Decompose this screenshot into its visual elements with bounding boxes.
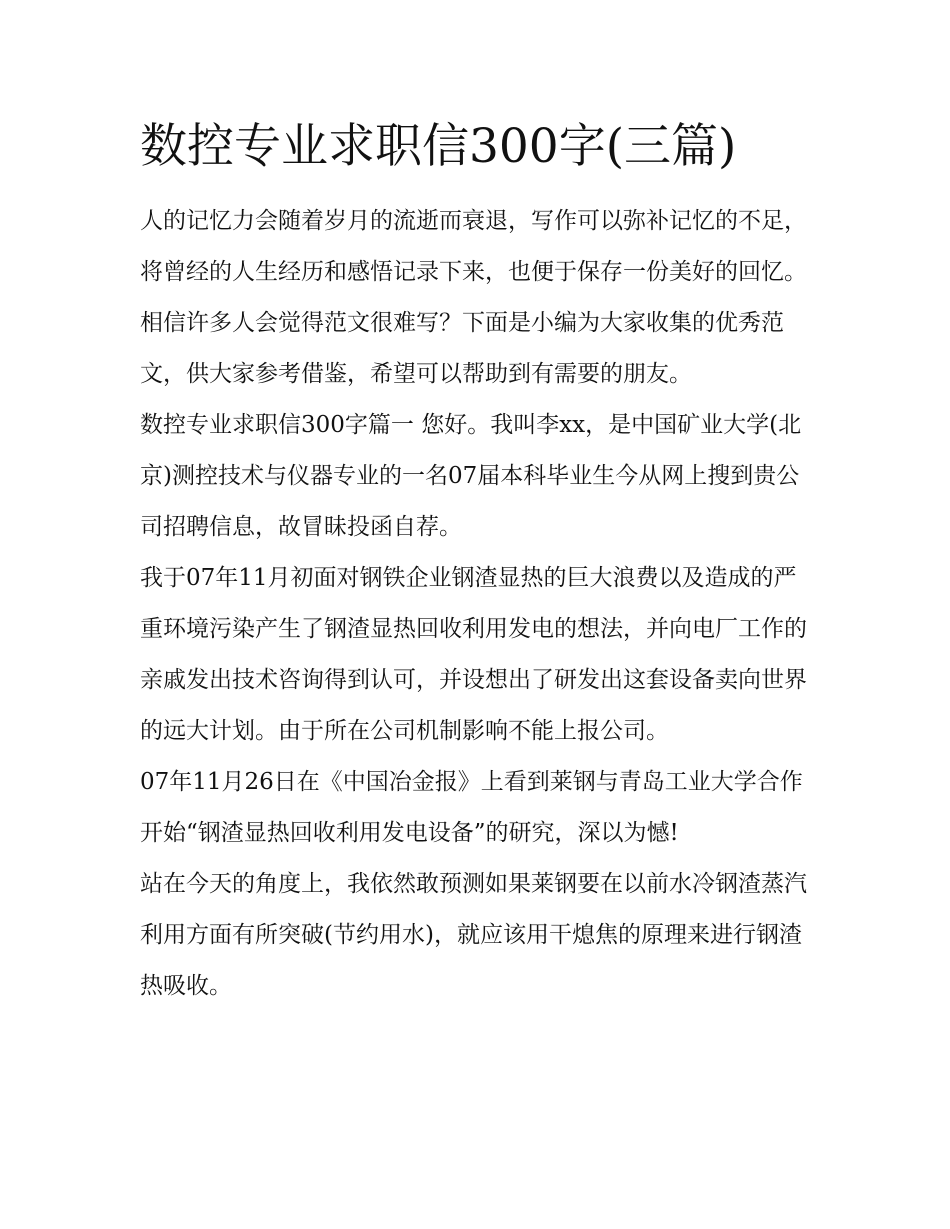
- paragraph-letter-opening: 数控专业求职信300字篇一 您好。我叫李xx，是中国矿业大学(北京)测控技术与仪器专业的一名07届本科毕业生今从网上搜到贵公司招聘信息，故冒昧投函自荐。: [140, 412, 802, 540]
- paragraph-background: 我于07年11月初面对钢铁企业钢渣显热的巨大浪费以及造成的严重环境污染产生了钢渣显热回收利用发电的想法，并向电厂工作的亲戚发出技术咨询得到认可，并设想出了研发出这套设备卖向世界的远大计划。由于所在公司机制影响不能上报公司。: [140, 565, 807, 744]
- paragraph-intro: 人的记忆力会随着岁月的流逝而衰退，写作可以弥补记忆的不足，将曾经的人生经历和感悟记录下来，也便于保存一份美好的回忆。相信许多人会觉得范文很难写？下面是小编为大家收集的优秀范文，供大家参考借鉴，希望可以帮助到有需要的朋友。: [140, 208, 807, 387]
- document-body: [140, 196, 815, 1012]
- document-title: 数控专业求职信300字(三篇): [140, 119, 737, 174]
- paragraph-prediction: 站在今天的角度上，我依然敢预测如果莱钢要在以前水冷钢渣蒸汽利用方面有所突破(节约用水)，就应该用干熄焦的原理来进行钢渣热吸收。: [140, 871, 807, 999]
- paragraph-news: 07年11月26日在《中国冶金报》上看到莱钢与青岛工业大学合作开始“钢渣显热回收利用发电设备”的研究，深以为憾!: [140, 769, 803, 846]
